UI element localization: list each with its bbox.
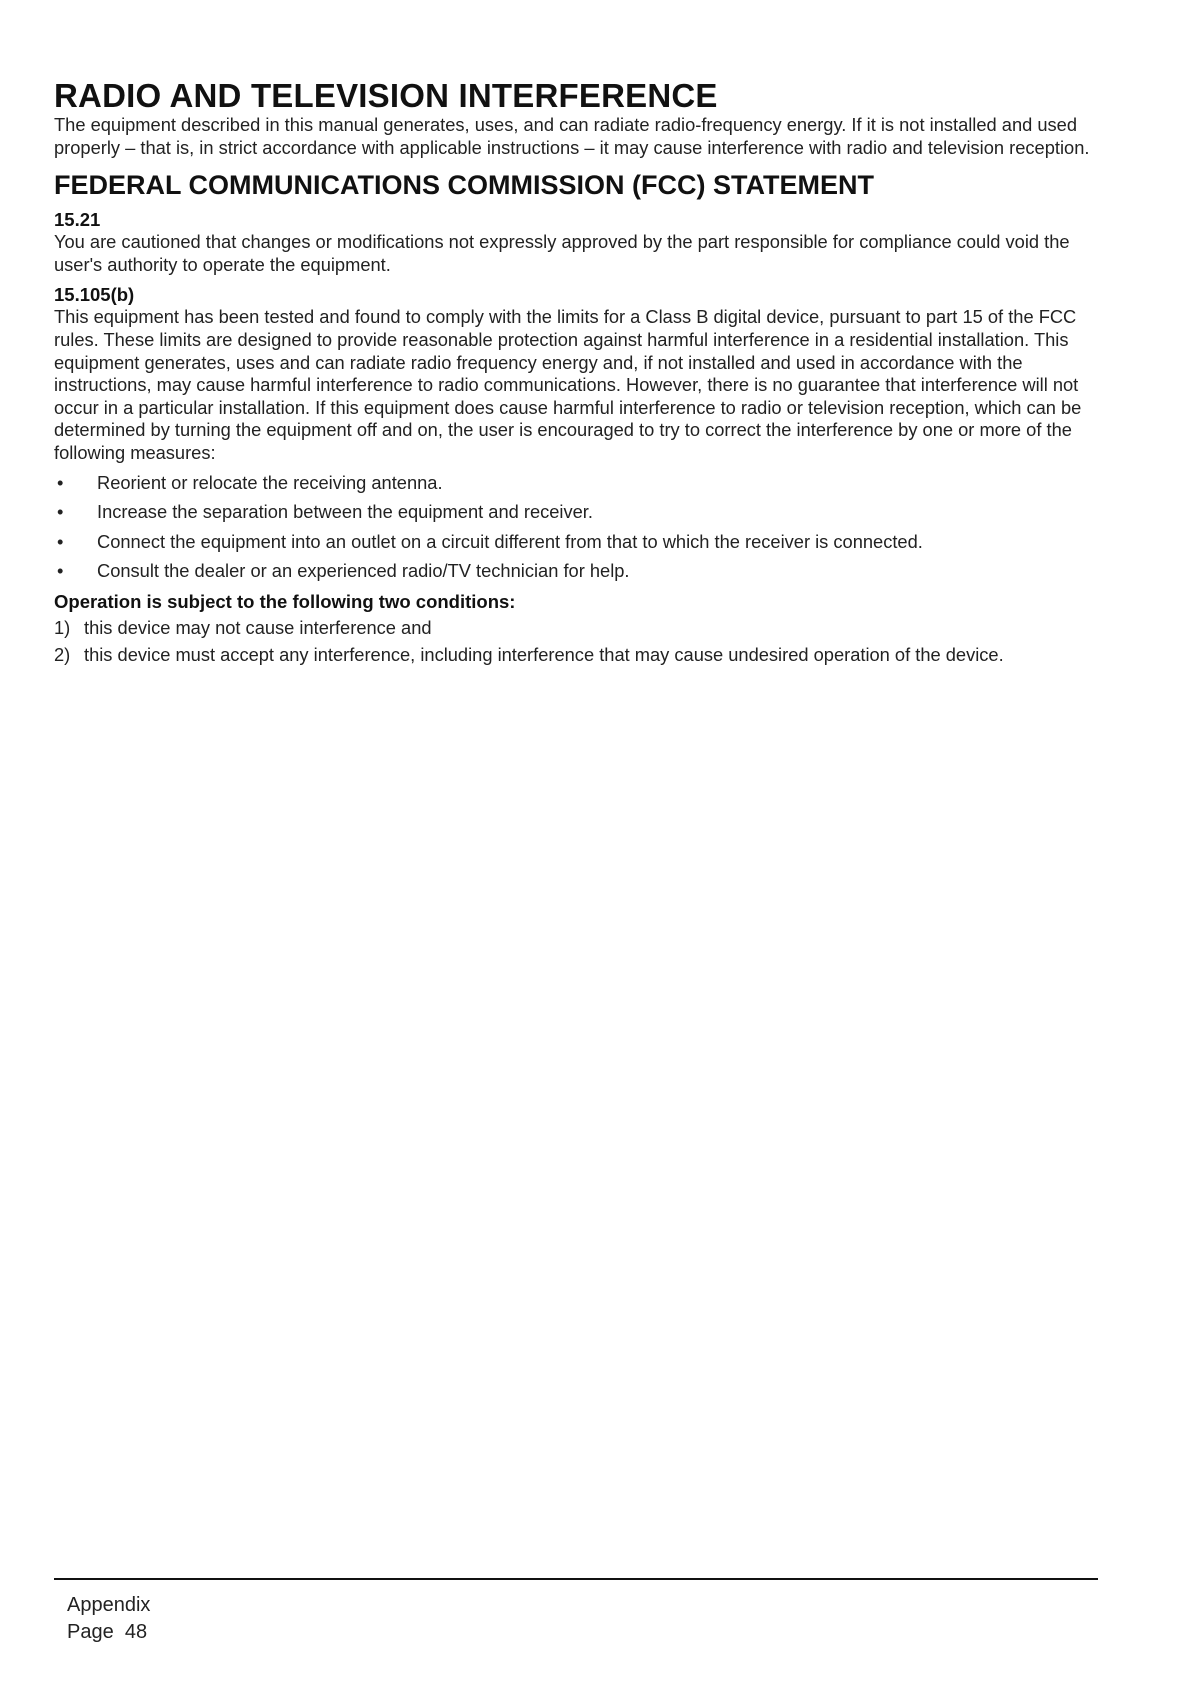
bullet-icon: •: [57, 471, 64, 493]
condition-text: this device must accept any interference, including interference that may cause undesired operation of the device.: [84, 643, 1004, 665]
list-item: [54, 560, 1099, 583]
bullet-icon: •: [57, 501, 64, 523]
section-15105b-heading: 15.105(b): [54, 284, 135, 306]
page-footer: [67, 1592, 150, 1646]
item-number: 2): [54, 643, 71, 665]
measure-text: Connect the equipment into an outlet on a circuit different from that to which the receiver is connected.: [97, 530, 923, 552]
list-item: [54, 617, 1099, 640]
section-1521-paragraph: You are cautioned that changes or modifications not expressly approved by the part responsible for compliance could void the user's authority to operate the equipment.: [54, 231, 1070, 275]
fcc-heading: FEDERAL COMMUNICATIONS COMMISSION (FCC) STATEMENT: [54, 170, 874, 201]
page-number: Page 48: [67, 1621, 148, 1643]
condition-text: this device may not cause interference and: [84, 616, 432, 638]
measure-text: Consult the dealer or an experienced radio/TV technician for help.: [97, 560, 630, 582]
radio-tv-paragraph: The equipment described in this manual generates, uses, and can radiate radio-frequency energy. If it is not installed and used properly – that is, in strict accordance with applicable instructions – it may cause interference with radio and television reception.: [54, 114, 1090, 158]
conditions-list: [54, 617, 1099, 666]
list-item: [54, 501, 1099, 524]
footer-divider: [54, 1578, 1098, 1580]
radio-tv-heading: RADIO AND TELEVISION INTERFERENCE: [54, 77, 718, 114]
section-15105b-paragraph: This equipment has been tested and found to comply with the limits for a Class B digital device, pursuant to part 15 of the FCC rules. These limits are designed to provide reasonable protection against harmful interference in a residential installation. This equipment generates, uses and can radiate radio frequency energy and, if not installed and used in accordance with the instructions, may cause harmful interference to radio communications. However, there is no guarantee that interference will not occur in a particular installation. If this equipment does cause harmful interference to radio or television reception, which can be determined by turning the equipment off and on, the user is encouraged to try to correct the interference by one or more of the following measures:: [54, 306, 1082, 463]
item-number: 1): [54, 616, 71, 638]
measure-text: Increase the separation between the equipment and receiver.: [97, 501, 593, 523]
list-item: [54, 531, 1099, 554]
document-page: [54, 78, 1099, 666]
footer-section-label: Appendix: [67, 1594, 151, 1616]
bullet-icon: •: [57, 530, 64, 552]
section-1521-heading: 15.21: [54, 209, 101, 231]
list-item: [54, 472, 1099, 495]
conditions-heading: Operation is subject to the following two conditions:: [54, 590, 516, 612]
measure-text: Reorient or relocate the receiving antenna.: [97, 471, 443, 493]
bullet-icon: •: [57, 560, 64, 582]
measures-list: [54, 472, 1099, 583]
list-item: [54, 644, 1099, 667]
